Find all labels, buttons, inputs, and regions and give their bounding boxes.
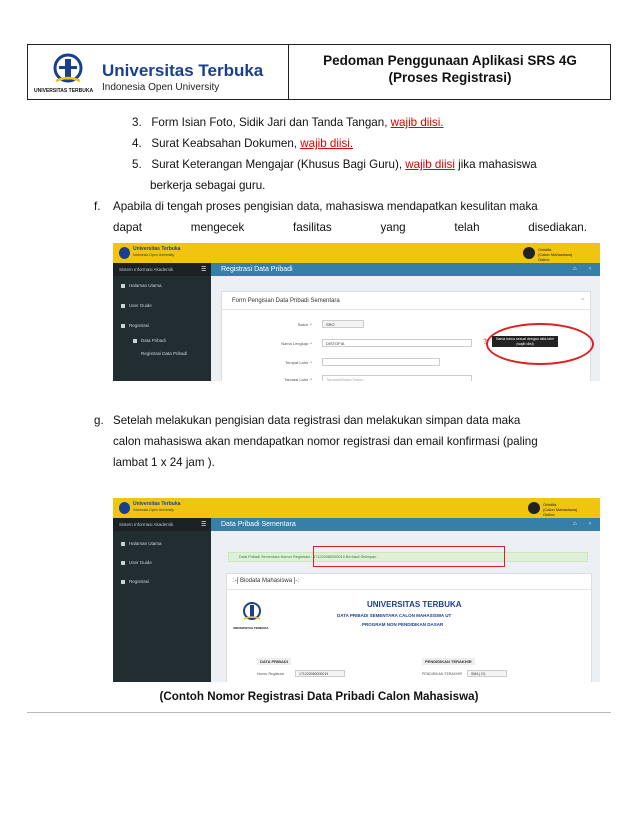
- para-g-line3: lambat 1 x 24 jam ).: [113, 456, 215, 469]
- logo-caption: UNIVERSITAS TERBUKA: [233, 626, 269, 630]
- sidebar-item-data-pribadi[interactable]: Data Pribadi: [133, 338, 166, 343]
- help-icon[interactable]: ❓: [482, 339, 489, 345]
- list-item: 4. Surat Keabsahan Dokumen, wajib diisi.: [132, 137, 354, 150]
- field-label: PENDIDIKAN TERAKHIR: [422, 672, 462, 676]
- page-header-bar: [211, 518, 600, 531]
- chevron-left-icon[interactable]: ‹: [589, 266, 591, 272]
- ut-emblem-icon: [241, 602, 263, 622]
- field-label-tanggal: Tanggal Lahir :*: [284, 377, 312, 381]
- ut-title: UNIVERSITAS TERBUKA: [367, 600, 462, 609]
- home-icon: [121, 284, 125, 288]
- required-link[interactable]: wajib diisi.: [390, 116, 444, 129]
- logo-caption: UNIVERSITAS TERBUKA: [34, 88, 94, 94]
- tanggal-lahir-input[interactable]: Tanggal/Bulan/Tahun: [322, 375, 472, 381]
- highlight-circle: [486, 323, 594, 365]
- user-info[interactable]: Ovistifa (Calon Mahasiswa) Online: [543, 502, 578, 517]
- success-alert: Data Pribadi Sementara Nomor Registrasi : 171220080000019 Berhasil Disimpan: [228, 552, 588, 562]
- para-g-marker: g.: [94, 414, 104, 427]
- para-g-line1: Setelah melakukan pengisian data registrasi dan melakukan simpan data maka: [113, 414, 521, 427]
- sidebar-item-home[interactable]: Halaman Utama: [121, 541, 162, 546]
- nomor-registrasi-value: 171220080000019: [295, 670, 345, 677]
- ut-logo-icon: [119, 247, 130, 259]
- app-sidebar: [113, 263, 211, 381]
- sidebar-item-registrasi-data-pribadi[interactable]: Registrasi Data Pribadi: [141, 351, 188, 356]
- pendidikan-value: SMA | D1: [467, 670, 507, 677]
- home-icon: [121, 542, 125, 546]
- sidebar-item-registrasi[interactable]: Registrasi: [121, 579, 149, 584]
- required-link[interactable]: wajib diisi: [405, 158, 455, 171]
- panel-divider: [222, 309, 590, 310]
- field-label-tempat: Tempat Lahir :*: [285, 360, 312, 365]
- list-item: 5. Surat Keterangan Mengajar (Khusus Bagi Guru), wajib diisi jika mahasiswa: [132, 158, 537, 171]
- nama-lengkap-input[interactable]: DISTOFIA: [322, 339, 472, 347]
- guide-icon: [121, 561, 125, 565]
- document-title: [290, 52, 610, 86]
- list-item: 3. Form Isian Foto, Sidik Jari dan Tanda Tangan, wajib diisi.: [132, 116, 444, 129]
- batch-input[interactable]: SRO: [322, 320, 364, 328]
- folder-icon: [121, 580, 125, 584]
- screenshot-data-pribadi-sementara: [113, 498, 600, 682]
- app-topbar: [113, 498, 600, 518]
- sidebar-title: Sistem Informasi Akademik: [113, 263, 211, 276]
- document-header: [27, 44, 611, 100]
- field-label: Nomor Registrasi: [257, 672, 285, 676]
- biodata-title: :-[ Biodata Mahasiswa ]-:: [233, 578, 300, 584]
- para-f-marker: f.: [94, 200, 101, 213]
- ut-logo-icon: [119, 502, 130, 514]
- panel-title: Form Pengisian Data Pribadi Sementara: [232, 298, 340, 304]
- field-label-nama: Nama Lengkap :*: [281, 341, 312, 346]
- ut-subtitle-1: DATA PRIBADI SEMENTARA CALON MAHASISWA UT: [337, 613, 452, 618]
- tooltip: Nama harus sesuai dengan akta lahir (wajib diisi): [492, 336, 558, 347]
- app-brand: Universitas Terbuka: [133, 246, 181, 252]
- page-title: Registrasi Data Pribadi: [221, 266, 293, 273]
- para-f-line2: dapat mengecek fasilitas yang telah disediakan.: [113, 221, 587, 234]
- sidebar-item-registrasi[interactable]: Registrasi: [121, 323, 149, 328]
- logo-subtitle: Indonesia Open University: [102, 82, 220, 93]
- document-title-line2: (Proses Registrasi): [388, 70, 512, 85]
- section-data-pribadi: DATA PRIBADI: [257, 658, 291, 665]
- page-title: Data Pribadi Sementara: [221, 521, 296, 528]
- app-brand-sub: Indonesia Open University: [133, 508, 175, 512]
- close-icon[interactable]: ×: [581, 297, 584, 303]
- tempat-lahir-input[interactable]: [322, 358, 440, 366]
- folder-icon: [121, 324, 125, 328]
- home-icon[interactable]: ⌂: [573, 521, 577, 527]
- required-link[interactable]: wajib diisi.: [300, 137, 354, 150]
- ut-subtitle-2: PROGRAM NON PENDIDIKAN DASAR: [362, 622, 444, 627]
- document-title-line1: Pedoman Penggunaan Aplikasi SRS 4G: [323, 53, 577, 68]
- sidebar-item-user-guide[interactable]: User Guide: [121, 303, 152, 308]
- sidebar-item-home[interactable]: Halaman Utama: [121, 283, 162, 288]
- header-divider: [288, 45, 289, 99]
- figure-caption: (Contoh Nomor Registrasi Data Pribadi Calon Mahasiswa): [159, 690, 479, 703]
- home-icon[interactable]: ⌂: [573, 266, 577, 272]
- avatar[interactable]: [528, 502, 540, 514]
- list-item-continuation: berkerja sebagai guru.: [150, 179, 266, 192]
- highlight-box: [313, 546, 505, 567]
- para-f-line1: Apabila di tengah proses pengisian data, mahasiswa mendapatkan kesulitan maka: [113, 200, 538, 213]
- avatar[interactable]: [523, 247, 535, 259]
- user-info[interactable]: Ovistifa (Calon Mahasiswa) Online: [538, 247, 573, 262]
- field-label-batch: Batch :*: [297, 322, 312, 327]
- sidebar-title: Sistem Informasi Akademik: [113, 518, 211, 531]
- footer-rule: [27, 712, 611, 713]
- chevron-left-icon[interactable]: ‹: [589, 521, 591, 527]
- file-icon: [133, 339, 137, 343]
- sidebar-item-user-guide[interactable]: User Guide: [121, 560, 152, 565]
- biodata-panel: [226, 573, 592, 682]
- hamburger-icon[interactable]: ☰: [201, 267, 207, 273]
- ut-emblem-icon: [48, 53, 88, 87]
- para-g-line2: calon mahasiswa akan mendapatkan nomor registrasi dan email konfirmasi (paling: [113, 435, 538, 448]
- panel-divider: [227, 589, 591, 590]
- app-sidebar: [113, 518, 211, 682]
- app-topbar: [113, 243, 600, 263]
- guide-icon: [121, 304, 125, 308]
- section-pendidikan: PENDIDIKAN TERAKHIR: [422, 658, 475, 665]
- logo-title: Universitas Terbuka: [102, 61, 264, 80]
- page-header-bar: [211, 263, 600, 276]
- screenshot-registrasi-form: [113, 243, 600, 381]
- hamburger-icon[interactable]: ☰: [201, 522, 207, 528]
- app-brand: Universitas Terbuka: [133, 501, 181, 507]
- app-brand-sub: Indonesia Open University: [133, 253, 175, 257]
- university-logo: [30, 47, 286, 97]
